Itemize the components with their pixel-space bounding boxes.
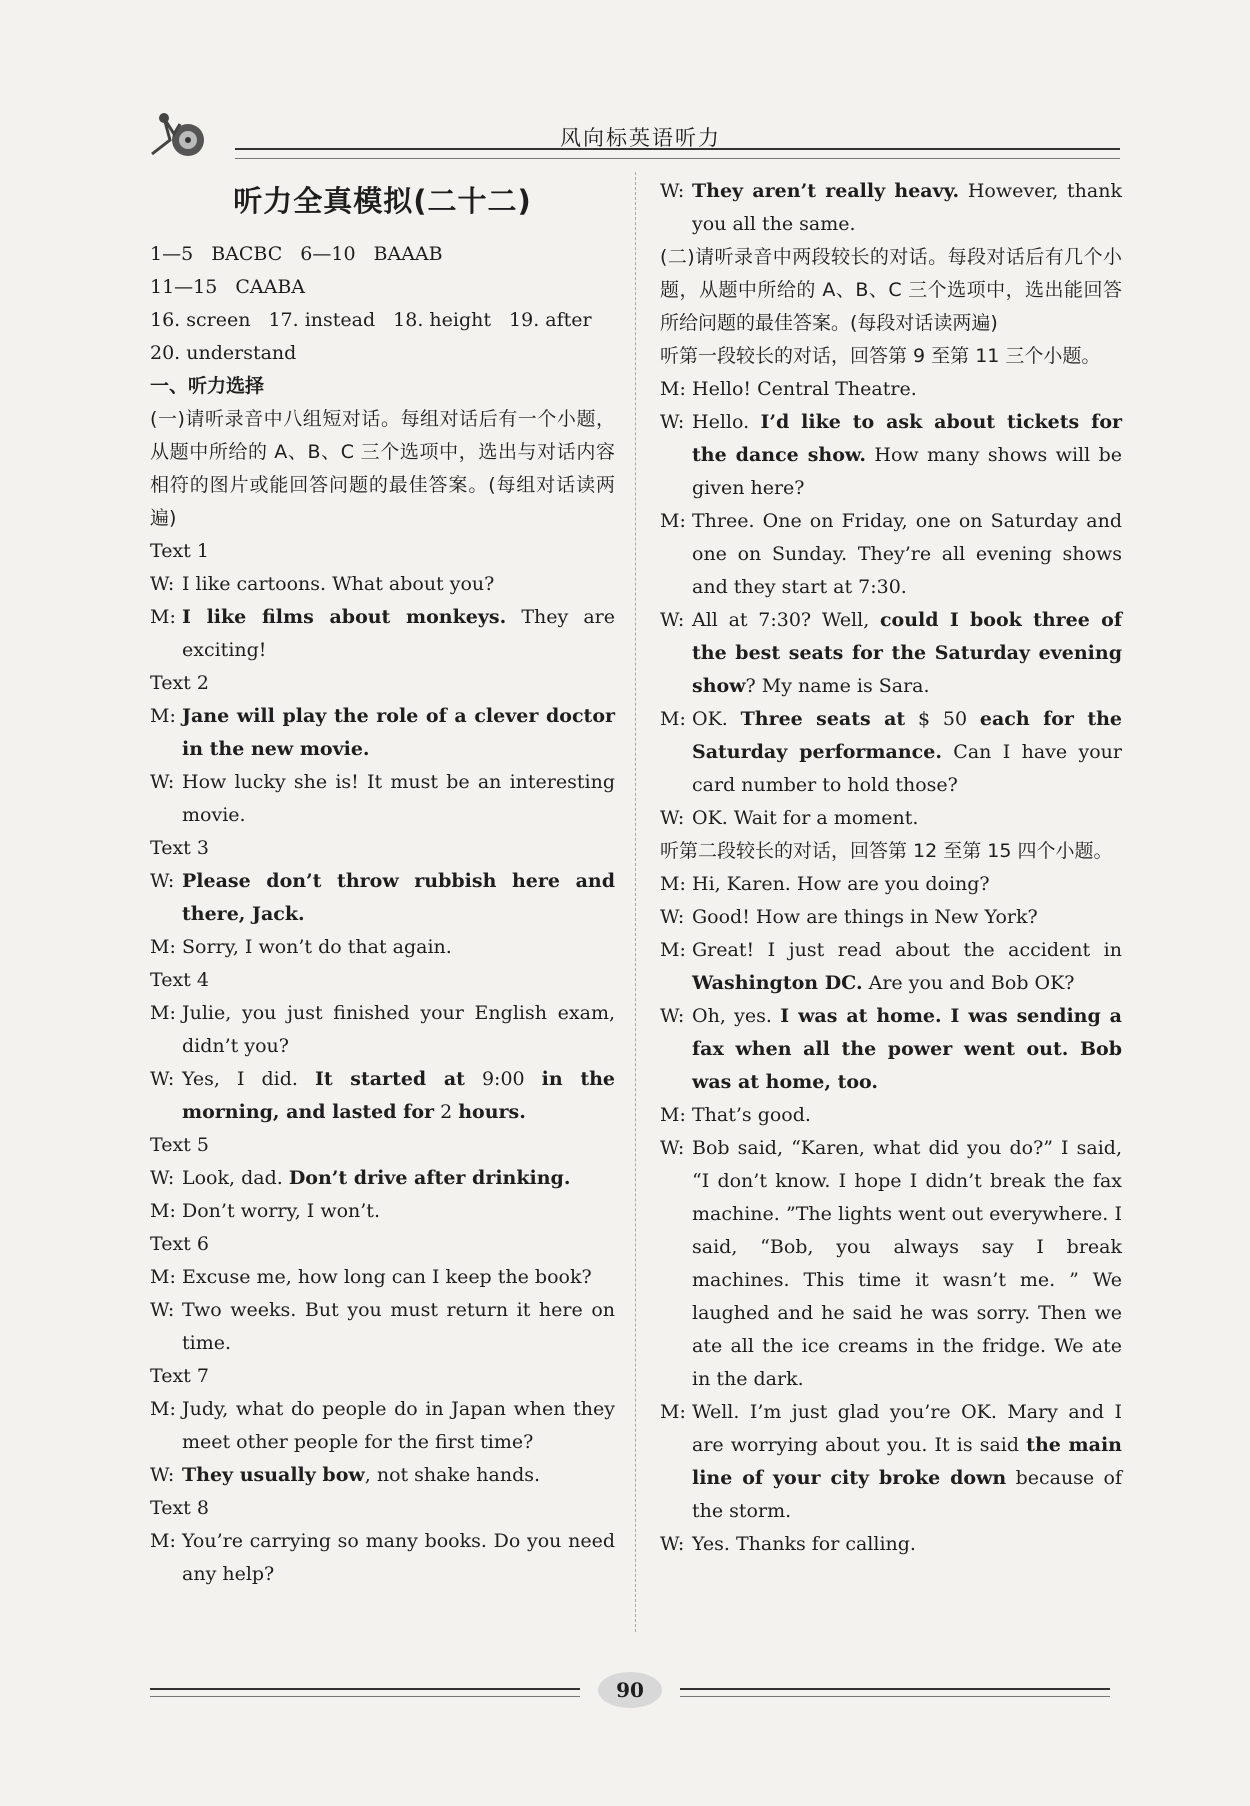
key-phrase: They usually bow <box>182 1464 365 1486</box>
speaker: W: <box>660 807 685 829</box>
dialog-text <box>692 1396 1122 1528</box>
dialog-line <box>660 1528 1122 1561</box>
dialog-text <box>692 175 1122 241</box>
dialog-text <box>692 703 1122 802</box>
text-segment: You’re carrying so many books. Do you need any help? <box>182 1530 615 1585</box>
dialog-text <box>182 1459 615 1492</box>
dialog-line <box>150 1195 615 1228</box>
page-footer <box>150 1672 1110 1712</box>
answer-item: 17. instead <box>268 309 376 331</box>
dialog-text <box>182 766 615 832</box>
dialog-line <box>660 802 1122 835</box>
section-instruction: (一)请听录音中八组短对话。每组对话后有一个小题，从题中所给的 A、B、C 三个选项中，选出与对话内容相符的图片或能回答问题的最佳答案。(每组对话读两遍) <box>150 408 615 529</box>
dialog-text <box>182 1294 615 1360</box>
dialog-text <box>182 1195 615 1228</box>
page-title: 听力全真模拟(二十二) <box>233 184 532 218</box>
dialog-line <box>660 934 1122 1000</box>
section-heading: 一、听力选择 <box>150 375 265 397</box>
speaker: M: <box>150 606 176 628</box>
speaker: W: <box>150 1299 175 1321</box>
key-phrase: It started at <box>315 1068 465 1090</box>
dialog-line <box>660 1000 1122 1099</box>
dialog-list-right-first <box>660 175 1122 241</box>
text-segment: Don’t worry, I won’t. <box>182 1200 380 1222</box>
answer-item: 19. after <box>509 309 592 331</box>
answer-item: BACBC <box>211 243 283 265</box>
text-label: Text 7 <box>150 1365 209 1387</box>
dialog-line <box>150 997 615 1063</box>
text-segment: That’s good. <box>692 1104 811 1126</box>
dialog-text <box>182 1162 615 1195</box>
key-phrase: Please don’t throw rubbish here and there, Jack. <box>182 870 615 925</box>
answer-row-2 <box>150 271 615 304</box>
text-label: Text 2 <box>150 672 209 694</box>
text-segment: Can I have your card number to hold those? <box>692 741 1122 796</box>
dialog-line <box>150 1525 615 1591</box>
answer-item: BAAAB <box>373 243 443 265</box>
dialog-line <box>150 601 615 667</box>
speaker: M: <box>660 939 686 961</box>
speaker: M: <box>660 1104 686 1126</box>
speaker: M: <box>150 1530 176 1552</box>
dialog-text <box>692 934 1122 1000</box>
text-label: Text 4 <box>150 969 209 991</box>
dialog-text <box>692 604 1122 703</box>
text-segment: 2 <box>434 1101 459 1123</box>
text-label: Text 8 <box>150 1497 209 1519</box>
right-column <box>660 175 1122 1561</box>
text-segment: Hi, Karen. How are you doing? <box>692 873 990 895</box>
dialog-line <box>660 505 1122 604</box>
text-label: Text 1 <box>150 540 209 562</box>
speaker: W: <box>660 1137 685 1159</box>
dialog-text <box>182 865 615 931</box>
dialog-text <box>692 406 1122 505</box>
dialog-text <box>692 1528 1122 1561</box>
dialog-list-right-d1 <box>660 373 1122 835</box>
answer-row-3 <box>150 304 615 337</box>
text-segment: However, thank you all the same. <box>692 180 1122 235</box>
dialog-line <box>150 1459 615 1492</box>
dialog-line <box>150 766 615 832</box>
speaker: M: <box>660 378 686 400</box>
text-segment: Three. One on Friday, one on Saturday and one on Sunday. They’re all evening shows and they start at 7:30. <box>692 510 1122 598</box>
text-segment: because of the storm. <box>692 1467 1122 1522</box>
text-segment: Excuse me, how long can I keep the book? <box>182 1266 592 1288</box>
dialog-line <box>660 406 1122 505</box>
answer-item: 1—5 <box>150 243 194 265</box>
speaker: W: <box>150 1167 175 1189</box>
text-segment: ? My name is Sara. <box>745 675 930 697</box>
speaker: W: <box>660 180 685 202</box>
text-segment: Julie, you just finished your English exam, didn’t you? <box>182 1002 615 1057</box>
dialog-text <box>692 901 1122 934</box>
key-phrase: in the morning, and lasted for <box>182 1068 615 1123</box>
text-label: Text 6 <box>150 1233 209 1255</box>
speaker: M: <box>660 708 686 730</box>
dialog-line <box>660 1396 1122 1528</box>
header-rule <box>235 148 1120 159</box>
dialog-text <box>182 931 615 964</box>
text-segment: , not shake hands. <box>364 1464 541 1486</box>
speaker: M: <box>150 936 176 958</box>
speaker: W: <box>150 1068 175 1090</box>
dialog-list-left <box>150 535 615 1591</box>
key-phrase: They aren’t really heavy. <box>692 180 960 202</box>
dialog-line <box>660 703 1122 802</box>
dialog-line <box>660 373 1122 406</box>
speaker: W: <box>660 609 685 631</box>
text-segment: Oh, yes. <box>692 1005 781 1027</box>
text-segment: Great! I just read about the accident in <box>692 939 1122 961</box>
text-segment: $ 50 <box>905 708 980 730</box>
dialog-line <box>660 1132 1122 1396</box>
text-segment: I like cartoons. What about you? <box>182 573 495 595</box>
speaker: M: <box>150 1398 176 1420</box>
footer-rule <box>680 1688 1110 1697</box>
text-segment: OK. <box>692 708 741 730</box>
answer-item: 18. height <box>393 309 492 331</box>
key-phrase: Don’t drive after drinking. <box>288 1167 571 1189</box>
header-title: 风向标英语听力 <box>560 126 721 150</box>
speaker: M: <box>660 510 686 532</box>
speaker: M: <box>150 705 176 727</box>
speaker: W: <box>660 1005 685 1027</box>
dialog-line <box>150 1162 615 1195</box>
text-segment: Judy, what do people do in Japan when they meet other people for the first time? <box>182 1398 615 1453</box>
page-number: 90 <box>598 1672 662 1708</box>
dialog-text <box>692 505 1122 604</box>
dialog-line <box>150 865 615 931</box>
answer-row-1 <box>150 238 615 271</box>
speaker: W: <box>150 1464 175 1486</box>
dialog-line <box>660 604 1122 703</box>
dialog-line <box>660 175 1122 241</box>
speaker: M: <box>150 1002 176 1024</box>
dialog-text <box>182 700 615 766</box>
text-segment: Are you and Bob OK? <box>862 972 1075 994</box>
dialog-line <box>150 931 615 964</box>
section-instruction: (二)请听录音中两段较长的对话。每段对话后有几个小题，从题中所给的 A、B、C 三个选项中，选出能回答所给问题的最佳答案。(每段对话读两遍) <box>660 246 1122 334</box>
text-segment: 9:00 <box>464 1068 542 1090</box>
dialog-text <box>182 1393 615 1459</box>
dialog-line <box>150 1393 615 1459</box>
dialog-line <box>150 1294 615 1360</box>
dialog-text <box>692 1000 1122 1099</box>
dialog-text <box>182 1525 615 1591</box>
text-segment: All at 7:30? Well, <box>692 609 880 631</box>
dialog-text <box>692 868 1122 901</box>
text-label: Text 3 <box>150 837 209 859</box>
footer-rule <box>150 1688 580 1697</box>
dialog-text <box>182 601 615 667</box>
text-label: Text 5 <box>150 1134 209 1156</box>
text-segment: Yes. Thanks for calling. <box>692 1533 916 1555</box>
text-segment: Two weeks. But you must return it here on time. <box>182 1299 615 1354</box>
key-phrase: I was at home. I was sending a fax when all the power went out. Bob was at home, too. <box>692 1005 1122 1093</box>
header-logo-icon <box>150 110 240 160</box>
page-header <box>150 110 1120 160</box>
text-segment: Bob said, “Karen, what did you do?” I said, “I don’t know. I hope I didn’t break the fax machine. ”The lights went out everywhere. I said, “Bob, you always say I break machines. This time it wasn’t me. ” We laughed and he said he was sorry. Then we ate all the ice creams in the fridge. We ate in the dark. <box>692 1137 1122 1390</box>
dialog-line <box>150 568 615 601</box>
dialog-text <box>692 1132 1122 1396</box>
dialog-text <box>182 1261 615 1294</box>
column-divider <box>635 172 636 1632</box>
dialog-line <box>150 700 615 766</box>
speaker: W: <box>150 870 175 892</box>
speaker: M: <box>150 1200 176 1222</box>
dialog-text <box>692 1099 1122 1132</box>
speaker: M: <box>660 1401 686 1423</box>
answer-item: 20. understand <box>150 342 297 364</box>
text-segment: How lucky she is! It must be an interesting movie. <box>182 771 615 826</box>
text-segment: Sorry, I won’t do that again. <box>182 936 452 958</box>
answer-item: 6—10 <box>300 243 356 265</box>
text-segment: OK. Wait for a moment. <box>692 807 919 829</box>
key-phrase: hours. <box>458 1101 526 1123</box>
key-phrase: I like films about monkeys. <box>182 606 507 628</box>
dialog-intro: 听第二段较长的对话，回答第 12 至第 15 四个小题。 <box>660 840 1113 862</box>
dialog-text <box>182 1063 615 1129</box>
key-phrase: Jane will play the role of a clever doctor in the new movie. <box>182 705 615 760</box>
text-segment: Hello! Central Theatre. <box>692 378 917 400</box>
dialog-text <box>692 373 1122 406</box>
answer-item: 11—15 <box>150 276 218 298</box>
text-segment: They are exciting! <box>182 606 615 661</box>
speaker: W: <box>150 771 175 793</box>
key-phrase: Three seats at <box>740 708 906 730</box>
speaker: W: <box>660 1533 685 1555</box>
key-phrase: Washington DC. <box>692 972 863 994</box>
key-phrase: I’d like to ask about tickets for the dance show. <box>692 411 1122 466</box>
key-phrase: each for the Saturday performance. <box>692 708 1122 763</box>
dialog-line <box>150 1261 615 1294</box>
text-segment: Good! How are things in New York? <box>692 906 1038 928</box>
text-segment: Well. I’m just glad you’re OK. Mary and I are worrying about you. It is said <box>692 1401 1122 1456</box>
dialog-text <box>182 997 615 1063</box>
answer-row-4 <box>150 337 615 370</box>
speaker: M: <box>660 873 686 895</box>
key-phrase: the main line of your city broke down <box>692 1434 1122 1489</box>
text-segment: Yes, I did. <box>182 1068 315 1090</box>
dialog-text <box>182 568 615 601</box>
answer-item: CAABA <box>235 276 306 298</box>
key-phrase: could I book three of the best seats for the Saturday evening show <box>692 609 1122 697</box>
left-column <box>150 175 615 1591</box>
text-segment: Look, dad. <box>182 1167 289 1189</box>
dialog-intro: 听第一段较长的对话，回答第 9 至第 11 三个小题。 <box>660 345 1101 367</box>
dialog-line <box>660 901 1122 934</box>
dialog-line <box>150 1063 615 1129</box>
speaker: M: <box>150 1266 176 1288</box>
speaker: W: <box>660 906 685 928</box>
speaker: W: <box>660 411 685 433</box>
dialog-text <box>692 802 1122 835</box>
dialog-list-right-d2 <box>660 868 1122 1561</box>
text-segment: How many shows will be given here? <box>692 444 1123 499</box>
speaker: W: <box>150 573 175 595</box>
dialog-line <box>660 868 1122 901</box>
answer-item: 16. screen <box>150 309 251 331</box>
dialog-line <box>660 1099 1122 1132</box>
text-segment: Hello. <box>692 411 761 433</box>
